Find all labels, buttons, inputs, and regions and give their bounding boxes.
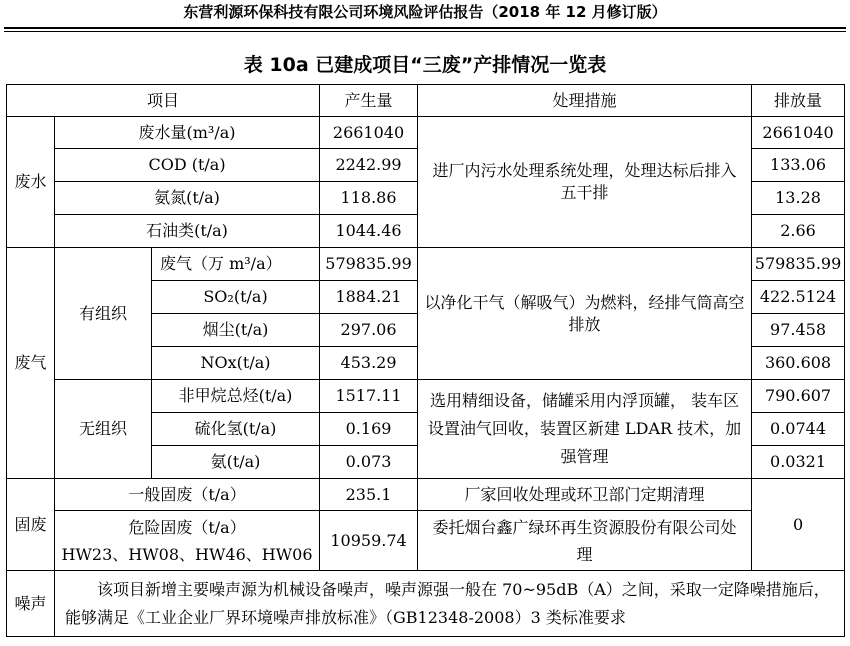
- item-name: 氨氮(t/a): [55, 182, 320, 215]
- produced-value: 0.073: [320, 446, 418, 479]
- col-header-treatment: 处理措施: [418, 85, 752, 117]
- subcategory-fugitive: 无组织: [55, 380, 152, 479]
- table-title: 表 10a 已建成项目“三废”产排情况一览表: [243, 54, 607, 76]
- table-row: [7, 117, 845, 149]
- header-rule-thin: [4, 31, 846, 32]
- produced-value: 118.86: [320, 182, 418, 215]
- emission-value: 360.608: [752, 347, 845, 380]
- item-name-hazardous: [55, 511, 320, 571]
- hazardous-codes: HW23、HW08、HW46、HW06: [61, 544, 313, 564]
- treatment-hazardous: 委托烟台鑫广绿环再生资源股份有限公司处理: [418, 511, 752, 571]
- emission-value: 133.06: [752, 149, 845, 182]
- item-name: COD (t/a): [55, 149, 320, 182]
- treatment-fugitive: 选用精细设备，储罐采用内浮顶罐， 装车区设置油气回收，装置区新建 LDAR 技术，加强管理: [418, 380, 752, 479]
- treatment-general-solid: 厂家回收处理或环卫部门定期清理: [418, 479, 752, 511]
- treatment-wastewater: 进厂内污水处理系统处理，处理达标后排入五干排: [418, 117, 752, 248]
- hazardous-label: 危险固废（t/a）: [128, 517, 246, 537]
- item-name: 废水量(m³/a): [55, 117, 320, 149]
- emission-value: 579835.99: [752, 248, 845, 281]
- produced-value: 2661040: [320, 117, 418, 149]
- item-name: 废气（万 m³/a）: [152, 248, 320, 281]
- category-waste-gas: 废气: [7, 248, 55, 479]
- produced-value: 1517.11: [320, 380, 418, 413]
- produced-value: 235.1: [320, 479, 418, 511]
- emission-value: 2.66: [752, 215, 845, 248]
- produced-value: 1884.21: [320, 281, 418, 314]
- noise-description: 该项目新增主要噪声源为机械设备噪声，噪声源强一般在 70~95dB（A）之间，采取一定降噪措施后，能够满足《工业企业厂界环境噪声排放标准》（GB12348-2008）3 类标准要求: [55, 571, 845, 637]
- table-row: [7, 571, 845, 637]
- category-wastewater: 废水: [7, 117, 55, 248]
- table-header-row: [7, 85, 845, 117]
- emission-value: 0.0744: [752, 413, 845, 446]
- produced-value: 2242.99: [320, 149, 418, 182]
- category-noise: 噪声: [7, 571, 55, 637]
- col-header-emission: 排放量: [752, 85, 845, 117]
- produced-value: 453.29: [320, 347, 418, 380]
- treatment-organized: 以净化干气（解吸气）为燃料，经排气筒高空排放: [418, 248, 752, 380]
- produced-value: 297.06: [320, 314, 418, 347]
- item-name: 硫化氢(t/a): [152, 413, 320, 446]
- emission-value: 13.28: [752, 182, 845, 215]
- header-rule: [4, 27, 846, 29]
- emission-value: 422.5124: [752, 281, 845, 314]
- emission-value: 790.607: [752, 380, 845, 413]
- item-name: 非甲烷总烃(t/a): [152, 380, 320, 413]
- report-header: 东营利源环保科技有限公司环境风险评估报告（2018 年 12 月修订版）: [183, 3, 667, 21]
- produced-value: 0.169: [320, 413, 418, 446]
- col-header-item: 项目: [7, 85, 320, 117]
- table-row: [7, 380, 845, 413]
- item-name: NOx(t/a): [152, 347, 320, 380]
- emission-value: 2661040: [752, 117, 845, 149]
- table-row: [7, 511, 845, 571]
- item-name: 一般固废（t/a）: [55, 479, 320, 511]
- table-row: [7, 248, 845, 281]
- emission-value: 0.0321: [752, 446, 845, 479]
- item-name: 石油类(t/a): [55, 215, 320, 248]
- emission-solid-waste: 0: [752, 479, 845, 571]
- produced-value: 579835.99: [320, 248, 418, 281]
- col-header-produced: 产生量: [320, 85, 418, 117]
- category-solid-waste: 固废: [7, 479, 55, 571]
- subcategory-organized: 有组织: [55, 248, 152, 380]
- produced-value: 1044.46: [320, 215, 418, 248]
- item-name: 烟尘(t/a): [152, 314, 320, 347]
- emission-value: 97.458: [752, 314, 845, 347]
- waste-summary-table: [6, 84, 845, 637]
- item-name: SO₂(t/a): [152, 281, 320, 314]
- table-row: [7, 479, 845, 511]
- produced-value: 10959.74: [320, 511, 418, 571]
- item-name: 氨(t/a): [152, 446, 320, 479]
